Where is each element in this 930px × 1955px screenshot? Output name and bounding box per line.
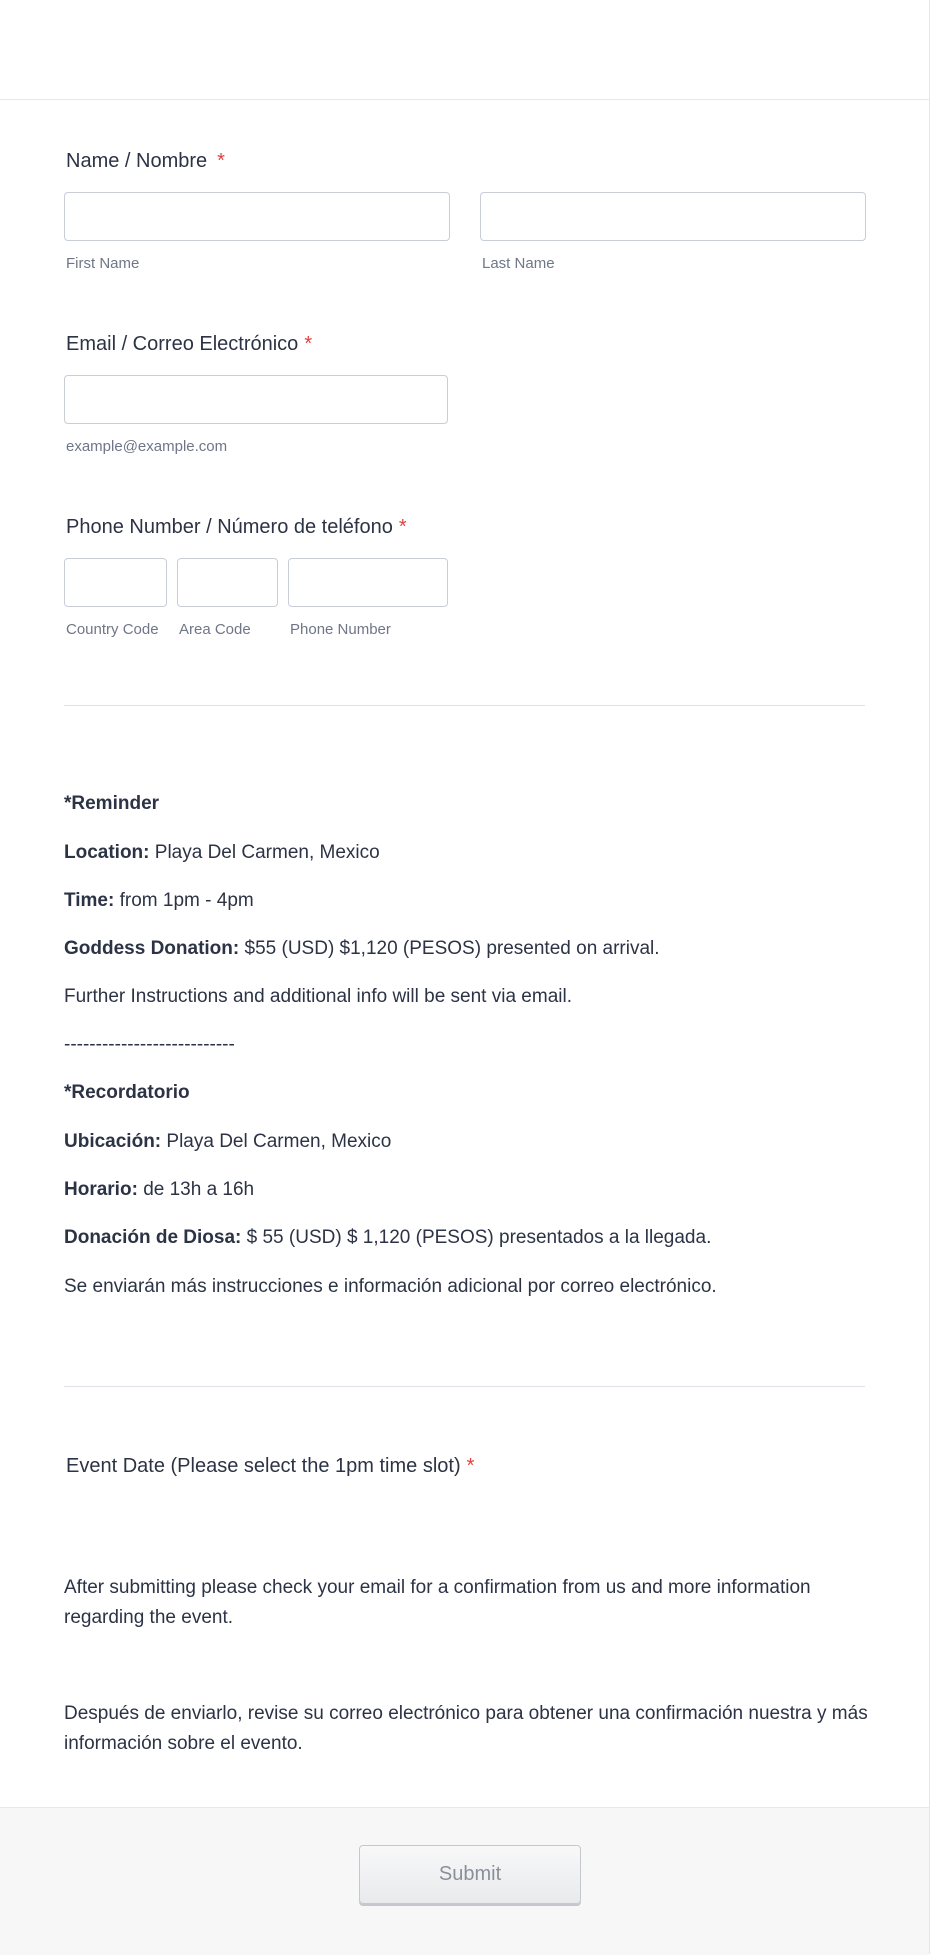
- recordatorio-time: [64, 1179, 254, 1201]
- donation-label: Goddess Donation:: [64, 938, 240, 959]
- after-submit-text-en: After submitting please check your email for a confirmation from us and more information regarding the event.: [64, 1577, 811, 1628]
- donation-value: $55 (USD) $1,120 (PESOS) presented on arrival.: [244, 938, 660, 959]
- phone-label: [66, 516, 407, 539]
- ubicacion-value: Playa Del Carmen, Mexico: [166, 1131, 392, 1152]
- recordatorio-instructions: Se enviarán más instrucciones e información adicional por correo electrónico.: [64, 1276, 717, 1297]
- form-header: [0, 0, 929, 100]
- required-mark: *: [217, 150, 225, 172]
- country-code-input[interactable]: [64, 558, 167, 607]
- first-name-input[interactable]: [64, 192, 450, 241]
- required-mark: *: [304, 333, 313, 355]
- event-date-label: [66, 1455, 474, 1478]
- name-label: [66, 150, 225, 173]
- section-divider: [64, 705, 865, 706]
- last-name-sublabel: Last Name: [482, 255, 555, 272]
- email-label-text: Email / Correo Electrónico: [66, 333, 299, 355]
- phone-label-text: Phone Number / Número de teléfono: [66, 516, 393, 538]
- name-label-text: Name / Nombre: [66, 150, 208, 172]
- reminder-donation: [64, 938, 660, 960]
- donacion-value: $ 55 (USD) $ 1,120 (PESOS) presentados a la llegada.: [246, 1227, 712, 1248]
- horario-value: de 13h a 16h: [143, 1179, 255, 1200]
- phone-number-sublabel: Phone Number: [290, 621, 391, 638]
- country-code-sublabel: Country Code: [66, 621, 159, 638]
- recordatorio-heading: [64, 1082, 190, 1104]
- area-code-input[interactable]: [177, 558, 278, 607]
- last-name-input[interactable]: [480, 192, 866, 241]
- email-sublabel: example@example.com: [66, 438, 228, 455]
- area-code-sublabel: Area Code: [179, 621, 251, 638]
- required-mark: *: [398, 516, 407, 538]
- horario-label: Horario:: [64, 1179, 138, 1200]
- event-date-label-text: Event Date (Please select the 1pm time slot): [66, 1455, 461, 1477]
- reminder-instructions: Further Instructions and additional info will be sent via email.: [64, 986, 572, 1007]
- email-label: [66, 333, 312, 356]
- ubicacion-label: Ubicación:: [64, 1131, 162, 1152]
- reminder-time: [64, 890, 254, 912]
- recordatorio-heading-text: *Recordatorio: [64, 1082, 190, 1103]
- time-label: Time:: [64, 890, 115, 911]
- reminder-heading-text: *Reminder: [64, 793, 160, 814]
- dashed-separator: ---------------------------: [64, 1034, 235, 1055]
- email-input[interactable]: [64, 375, 448, 424]
- reminder-location: [64, 842, 380, 864]
- phone-number-input[interactable]: [288, 558, 448, 607]
- after-submit-text-es: Después de enviarlo, revise su correo electrónico para obtener una confirmación nuestra y más información sobre el evento.: [64, 1703, 868, 1754]
- donacion-label: Donación de Diosa:: [64, 1227, 242, 1248]
- section-divider: [64, 1386, 865, 1387]
- first-name-sublabel: First Name: [66, 255, 140, 272]
- location-value: Playa Del Carmen, Mexico: [154, 842, 380, 863]
- submit-button[interactable]: Submit: [359, 1845, 581, 1904]
- reminder-heading: [64, 793, 159, 815]
- time-value: from 1pm - 4pm: [119, 890, 254, 911]
- location-label: Location:: [64, 842, 150, 863]
- recordatorio-location: [64, 1131, 391, 1153]
- required-mark: *: [466, 1455, 475, 1477]
- recordatorio-donation: [64, 1227, 711, 1249]
